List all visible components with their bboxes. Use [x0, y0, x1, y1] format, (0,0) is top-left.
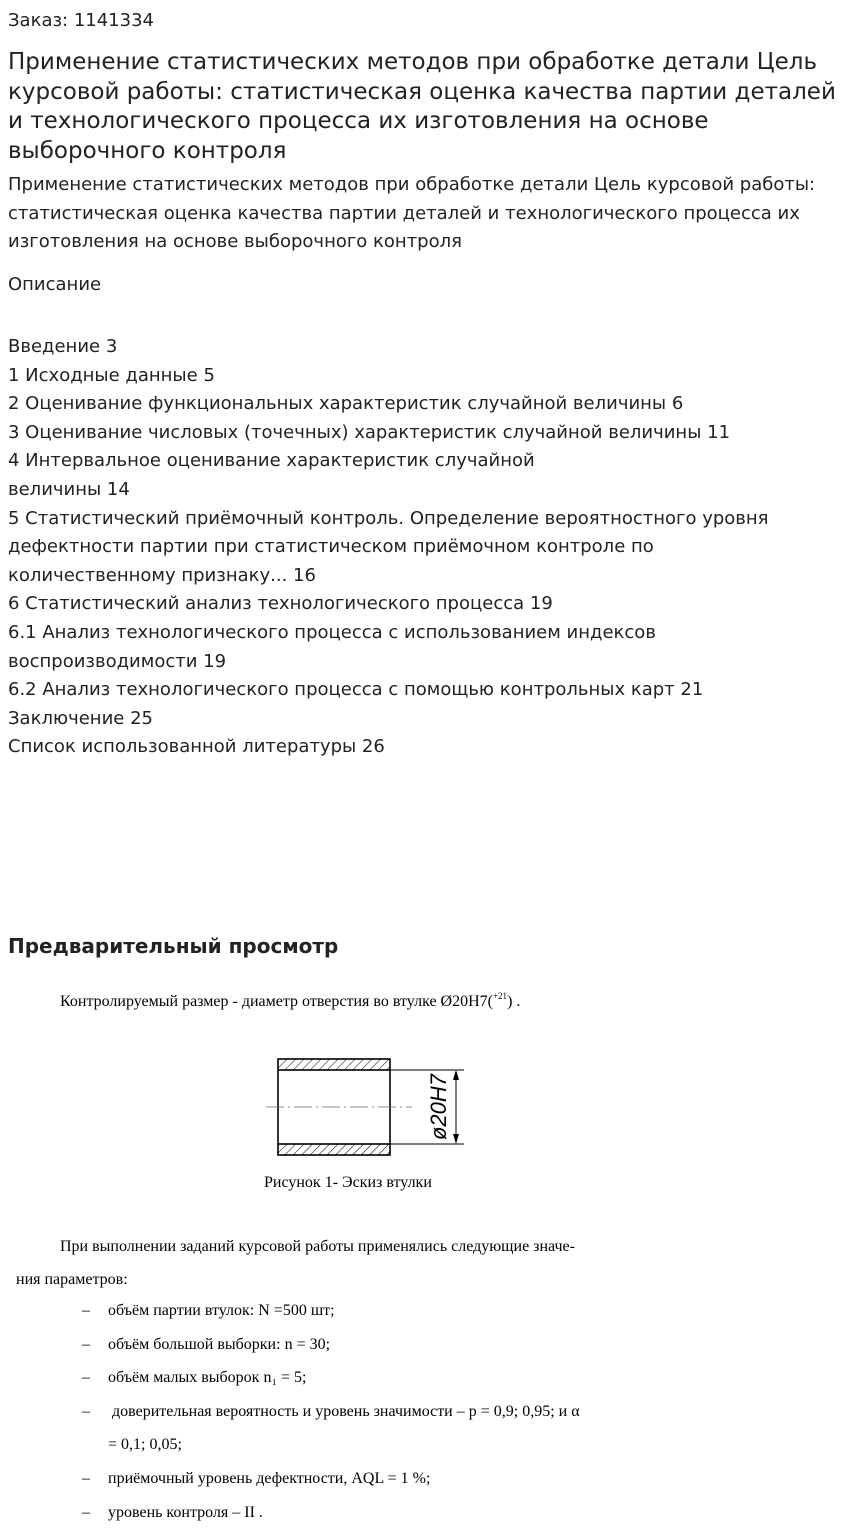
page-title: Применение статистических методов при обработке детали Цель курсовой работы: статистическая оценка качества партии деталей и технологического процесса их изготовления на основе выборочного контроля: [8, 49, 836, 164]
toc-item: 6.2 Анализ технологического процесса с помощью контрольных карт 21: [8, 679, 704, 701]
toc-item: 1 Исходные данные 5: [8, 364, 215, 386]
parameter-text: объём малых выборок n₁ = 5;: [108, 1369, 307, 1387]
params-intro-line-2: ния параметров:: [16, 1271, 128, 1288]
toc-item: 6 Статистический анализ технологического процесса 19: [8, 593, 553, 615]
parameter-item-continuation: [82, 1435, 580, 1469]
tolerance-superscript: +21: [492, 991, 508, 1001]
parameter-item: [82, 1402, 580, 1436]
parameter-item: [82, 1368, 580, 1402]
parameter-text: приёмочный уровень дефектности, AQL = 1 %;: [108, 1469, 431, 1487]
table-of-contents: [8, 333, 840, 762]
dash-marker: –: [82, 1335, 90, 1353]
bushing-bottom-wall: [278, 1144, 390, 1155]
preview-heading: Предварительный просмотр: [8, 934, 339, 958]
controlled-size-text: Контролируемый размер - диаметр отверстия во втулке Ø20Н7: [60, 993, 488, 1010]
tolerance-close: ) .: [507, 993, 521, 1010]
dash-marker: –: [82, 1402, 90, 1420]
toc-item: 5 Статистический приёмочный контроль. Определение вероятностного уровня: [8, 507, 769, 529]
dimension-label: ø20H7: [426, 1073, 451, 1141]
parameters-list: [82, 1301, 580, 1536]
bushing-top-wall: [278, 1059, 390, 1070]
parameter-text: объём партии втулок: N =500 шт;: [108, 1302, 335, 1319]
dash-marker: –: [82, 1369, 90, 1387]
toc-item: 6.1 Анализ технологического процесса с использованием индексов: [8, 621, 656, 643]
toc-item: 2 Оценивание функциональных характеристик случайной величины 6: [8, 393, 684, 415]
toc-item: воспроизводимости 19: [8, 650, 227, 672]
toc-item: Введение 3: [8, 336, 118, 357]
controlled-size-line: [60, 992, 520, 1013]
dash-marker: –: [82, 1469, 90, 1487]
bushing-sketch: [262, 1050, 482, 1160]
parameter-item: [82, 1335, 580, 1369]
params-intro-line-1: При выполнении заданий курсовой работы применялись следующие значе-: [60, 1238, 575, 1255]
order-number: Заказ: 1141334: [8, 10, 154, 31]
toc-item: количественному признаку... 16: [8, 564, 316, 586]
parameter-text: уровень контроля – II .: [108, 1503, 263, 1521]
parameter-text: объём большой выборки: n = 30;: [108, 1335, 331, 1353]
toc-item: Заключение 25: [8, 707, 153, 729]
tolerance-open: (: [487, 993, 493, 1010]
parameter-item: [82, 1503, 580, 1537]
dimension-arrow-bottom: [453, 1134, 459, 1144]
description-label: Описание: [8, 274, 102, 295]
dash-marker: –: [82, 1503, 90, 1521]
toc-item: 3 Оценивание числовых (точечных) характеристик случайной величины 11: [8, 421, 731, 443]
parameter-item: [82, 1469, 580, 1503]
parameter-text: доверительная вероятность и уровень значимости – p = 0,9; 0,95; и α: [108, 1402, 580, 1420]
parameter-item: [82, 1301, 580, 1335]
parameter-text: = 0,1; 0,05;: [108, 1436, 182, 1454]
dimension-arrow-top: [453, 1070, 459, 1080]
toc-item: дефектности партии при статистическом приёмочном контроле по: [8, 536, 654, 558]
figure-caption: Рисунок 1- Эскиз втулки: [264, 1174, 432, 1191]
toc-item: 4 Интервальное оценивание характеристик случайной: [8, 450, 535, 472]
toc-item: Список использованной литературы 26: [8, 736, 385, 758]
summary-text: Применение статистических методов при обработке детали Цель курсовой работы: статистическая оценка качества партии деталей и технологического процесса их изготовления на основе выборочного контроля: [8, 174, 816, 252]
toc-item: величины 14: [8, 478, 130, 500]
dash-marker: –: [82, 1302, 90, 1319]
